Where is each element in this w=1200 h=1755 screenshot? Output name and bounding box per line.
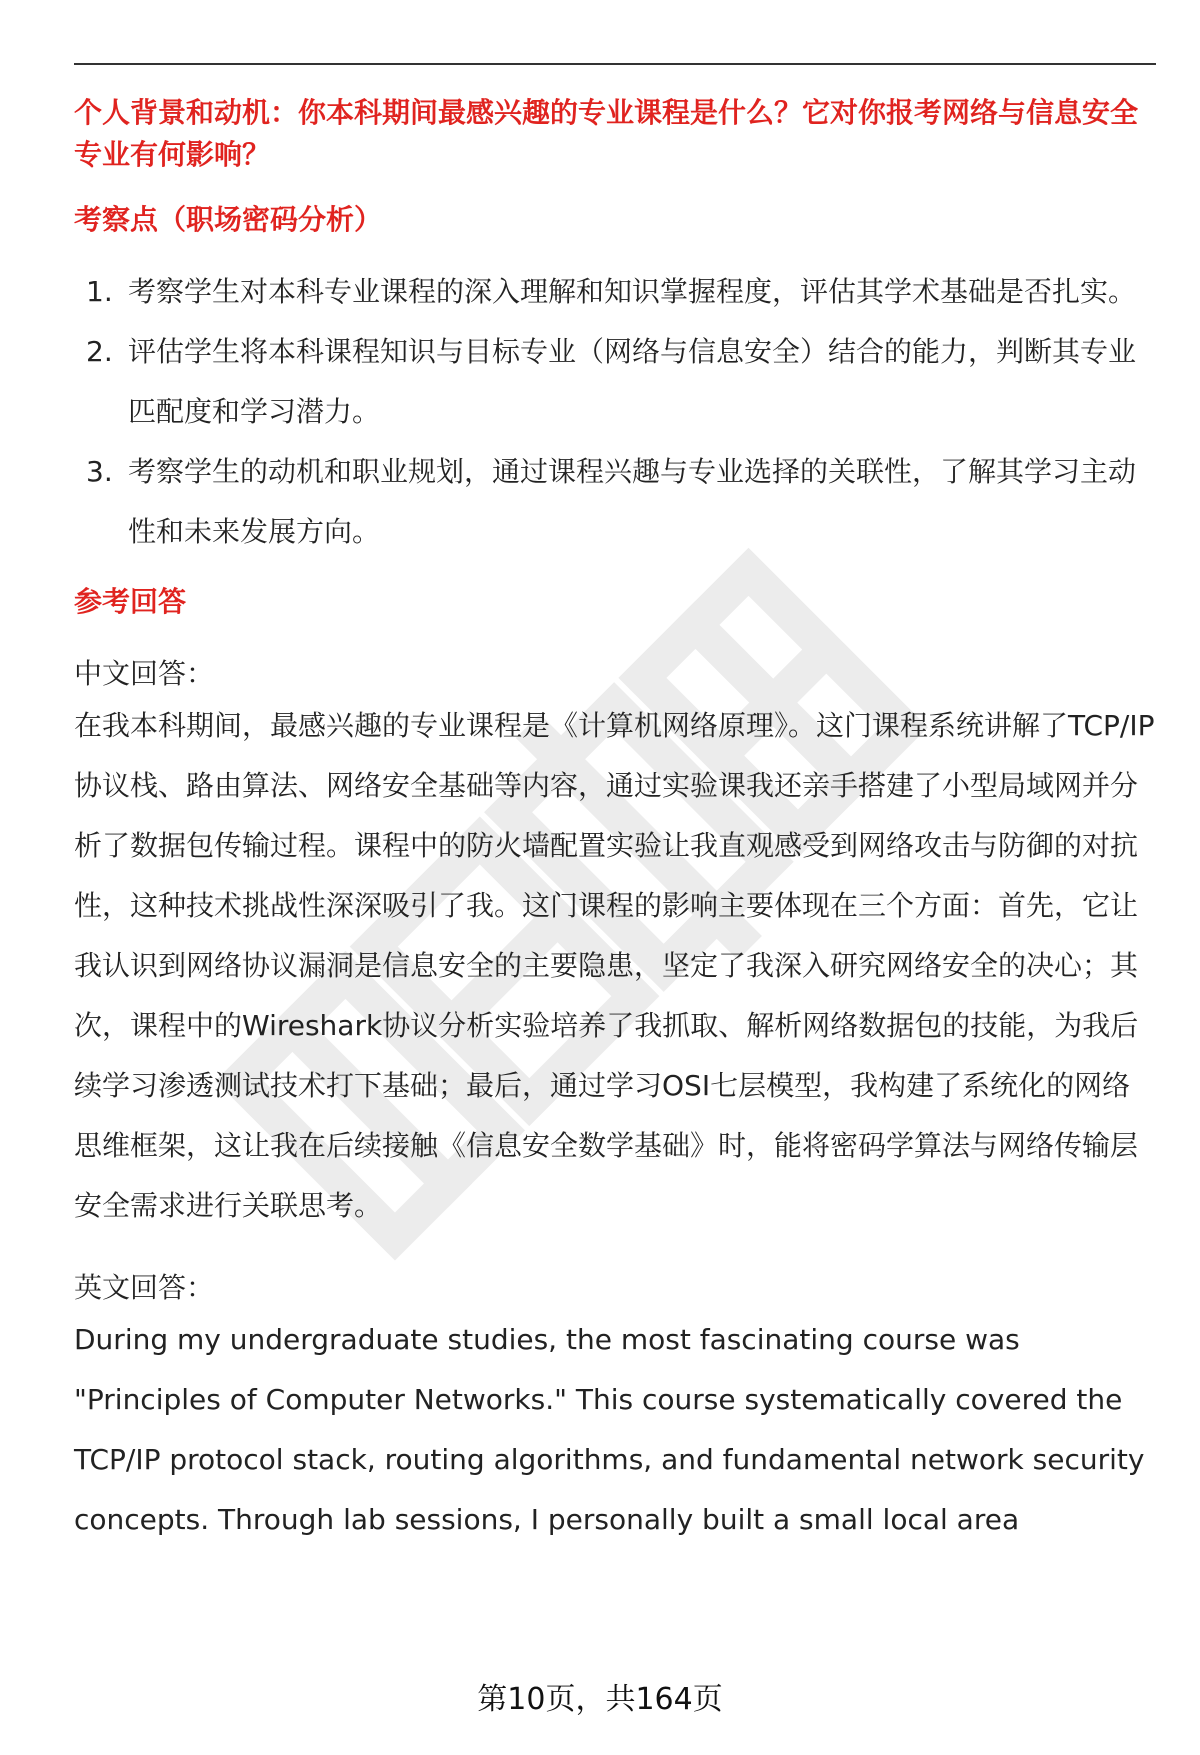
english-answer-text: During my undergraduate studies, the most fascinating course was "Principles of Computer Networks." This course systematically covered the TCP/IP protocol stack, routing algorithms, and fundamental network security concepts. Through lab sessions, I personally built a small local area	[74, 1323, 1145, 1536]
list-item	[74, 322, 1156, 442]
question-title: 个人背景和动机：你本科期间最感兴趣的专业课程是什么？它对你报考网络与信息安全专业有何影响？	[74, 96, 1139, 171]
list-item-text: 评估学生将本科课程知识与目标专业（网络与信息安全）结合的能力，判断其专业匹配度和学习潜力。	[128, 335, 1137, 428]
list-item-text: 考察学生对本科专业课程的深入理解和知识掌握程度，评估其学术基础是否扎实。	[128, 275, 1137, 308]
answer-heading: 参考回答	[74, 585, 187, 618]
list-item-number: 2.	[86, 335, 113, 368]
list-item-number: 3.	[86, 455, 113, 488]
chinese-answer-label: 中文回答：	[74, 657, 215, 690]
top-divider	[74, 63, 1156, 65]
page-footer: 第10页，共164页	[477, 1682, 723, 1717]
english-answer-label: 英文回答：	[74, 1271, 215, 1304]
document-body	[74, 92, 1156, 1550]
list-item-number: 1.	[86, 275, 113, 308]
list-item	[74, 442, 1156, 562]
list-item-text: 考察学生的动机和职业规划，通过课程兴趣与专业选择的关联性，了解其学习主动性和未来发展方向。	[128, 455, 1137, 548]
analysis-heading: 考察点（职场密码分析）	[74, 203, 383, 236]
list-item	[74, 262, 1156, 322]
chinese-answer-text: 在我本科期间，最感兴趣的专业课程是《计算机网络原理》。这门课程系统讲解了TCP/IP协议栈、路由算法、网络安全基础等内容，通过实验课我还亲手搭建了小型局域网并分析了数据包传输过程。课程中的防火墙配置实验让我直观感受到网络攻击与防御的对抗性，这种技术挑战性深深吸引了我。这门课程的影响主要体现在三个方面：首先，它让我认识到网络协议漏洞是信息安全的主要隐患，坚定了我深入研究网络安全的决心；其次，课程中的Wireshark协议分析实验培养了我抓取、解析网络数据包的技能，为我后续学习渗透测试技术打下基础；最后，通过学习OSI七层模型，我构建了系统化的网络思维框架，这让我在后续接触《信息安全数学基础》时，能将密码学算法与网络传输层安全需求进行关联思考。	[74, 709, 1155, 1222]
analysis-points-list	[74, 262, 1156, 562]
